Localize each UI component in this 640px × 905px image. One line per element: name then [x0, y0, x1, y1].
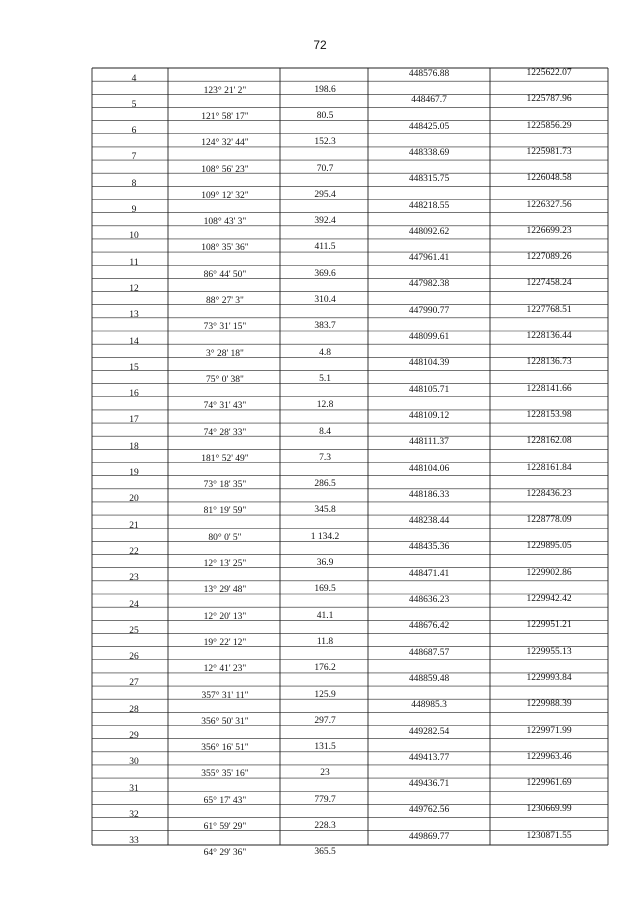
direction-angle-cell: 109° 12' 32": [201, 190, 249, 201]
point-number-cell: 16: [129, 389, 139, 400]
point-number-cell: 6: [131, 126, 137, 137]
point-number-cell: 9: [131, 205, 137, 215]
x-coordinate-cell: 448218.55: [408, 200, 450, 211]
distance-cell: 228.3: [314, 821, 336, 832]
x-coordinate-cell: 448238.44: [408, 516, 450, 527]
distance-cell: 392.4: [314, 216, 336, 227]
x-coordinate-cell: 448092.62: [408, 226, 450, 237]
direction-angle-cell: 73° 31' 15": [203, 322, 247, 333]
direction-angle-cell: 75° 0' 38": [206, 374, 244, 385]
x-coordinate-cell: 448104.06: [408, 463, 450, 474]
point-number-cell: 29: [129, 731, 139, 741]
direction-angle-cell: 80° 0' 5": [208, 532, 242, 543]
x-coordinate-cell: 449436.71: [408, 779, 450, 790]
y-coordinate-cell: 1228161.84: [526, 462, 572, 473]
y-coordinate-cell: 1228141.66: [526, 383, 572, 394]
y-coordinate-cell: 1229961.69: [526, 778, 572, 789]
direction-angle-cell: 356° 16' 51": [201, 743, 249, 754]
y-coordinate-cell: 1226699.23: [526, 225, 572, 236]
direction-angle-cell: 12° 41' 23": [203, 664, 247, 675]
distance-cell: 36.9: [316, 558, 334, 569]
y-coordinate-cell: 1228153.98: [526, 409, 572, 420]
point-number-cell: 19: [129, 468, 139, 478]
y-coordinate-cell: 1227089.26: [526, 252, 572, 263]
point-number-cell: 8: [131, 178, 137, 189]
direction-angle-cell: 61° 59' 29": [203, 822, 247, 833]
direction-angle-cell: 13° 29' 48": [203, 585, 247, 596]
y-coordinate-cell: 1228162.08: [526, 436, 572, 447]
direction-angle-cell: 64° 29' 36": [203, 848, 247, 859]
point-number-cell: 32: [129, 809, 139, 820]
x-coordinate-cell: 448687.57: [408, 647, 450, 658]
point-number-cell: 30: [129, 757, 139, 768]
x-coordinate-cell: 448111.37: [409, 437, 449, 448]
distance-cell: 1 134.2: [310, 531, 340, 542]
y-coordinate-cell: 1229942.42: [526, 594, 572, 604]
distance-cell: 411.5: [314, 242, 336, 253]
y-coordinate-cell: 1225856.29: [526, 120, 572, 131]
x-coordinate-cell: 447961.41: [408, 253, 450, 264]
direction-angle-cell: 88° 27' 3": [206, 296, 244, 307]
distance-cell: 11.8: [316, 636, 334, 647]
y-coordinate-cell: 1228136.44: [526, 331, 572, 341]
distance-cell: 286.5: [314, 479, 336, 490]
point-number-cell: 23: [129, 573, 139, 584]
x-coordinate-cell: 448315.75: [408, 174, 450, 185]
point-number-cell: 27: [129, 678, 139, 689]
distance-cell: 70.7: [316, 163, 334, 174]
point-number-cell: 15: [129, 362, 139, 373]
x-coordinate-cell: 448435.36: [408, 542, 450, 553]
x-coordinate-cell: 448576.88: [408, 69, 450, 79]
point-number-cell: 13: [129, 310, 139, 321]
x-coordinate-cell: 448471.41: [408, 568, 450, 579]
point-number-cell: 28: [129, 704, 139, 715]
y-coordinate-cell: 1229895.05: [526, 541, 572, 552]
x-coordinate-cell: 448859.48: [408, 673, 450, 684]
distance-cell: 345.8: [314, 505, 336, 516]
point-number-cell: 18: [129, 441, 139, 452]
direction-angle-cell: 12° 20' 13": [203, 611, 247, 622]
point-number-cell: 10: [129, 231, 139, 242]
distance-cell: 297.7: [314, 715, 336, 726]
direction-angle-cell: 3° 28' 18": [206, 348, 244, 359]
distance-cell: 310.4: [314, 295, 336, 306]
x-coordinate-cell: 448676.42: [408, 621, 450, 632]
x-coordinate-cell: 448099.61: [408, 332, 450, 342]
page-number: 72: [313, 38, 327, 52]
direction-angle-cell: 356° 50' 31": [201, 716, 249, 727]
distance-cell: 7.3: [319, 452, 331, 463]
point-number-cell: 25: [129, 625, 139, 636]
point-number-cell: 26: [129, 652, 139, 663]
distance-cell: 12.8: [316, 400, 334, 411]
y-coordinate-cell: 1229955.13: [526, 646, 572, 657]
direction-angle-cell: 86° 44' 50": [203, 269, 247, 280]
distance-cell: 23: [320, 768, 330, 779]
x-coordinate-cell: 448338.69: [408, 147, 450, 158]
x-coordinate-cell: 449413.77: [408, 752, 450, 763]
distance-cell: 198.6: [314, 84, 336, 95]
y-coordinate-cell: 1229993.84: [526, 672, 572, 683]
distance-cell: 131.5: [314, 742, 336, 753]
x-coordinate-cell: 447982.38: [408, 279, 450, 290]
y-coordinate-cell: 1228778.09: [526, 515, 572, 526]
y-coordinate-cell: 1229963.46: [526, 751, 572, 762]
distance-cell: 369.6: [314, 268, 336, 279]
x-coordinate-cell: 448109.12: [408, 410, 450, 421]
direction-angle-cell: 12° 13' 25": [203, 559, 247, 570]
point-number-cell: 5: [131, 99, 137, 110]
distance-cell: 779.7: [314, 794, 336, 805]
x-coordinate-cell: 449869.77: [408, 831, 450, 842]
x-coordinate-cell: 448985.3: [411, 700, 447, 711]
distance-cell: 295.4: [314, 189, 336, 200]
point-number-cell: 4: [131, 73, 137, 84]
direction-angle-cell: 121° 58' 17": [201, 111, 249, 122]
y-coordinate-cell: 1229902.86: [526, 567, 572, 578]
x-coordinate-cell: 449762.56: [408, 805, 450, 816]
y-coordinate-cell: 1230871.55: [526, 830, 572, 841]
y-coordinate-cell: 1228436.23: [526, 488, 572, 499]
distance-cell: 125.9: [314, 689, 336, 700]
direction-angle-cell: 73° 18' 35": [203, 480, 247, 491]
distance-cell: 41.1: [316, 610, 334, 621]
distance-cell: 169.5: [314, 584, 336, 595]
y-coordinate-cell: 1225981.73: [526, 146, 572, 157]
x-coordinate-cell: 448636.23: [408, 595, 450, 605]
distance-cell: 4.8: [319, 347, 331, 358]
distance-cell: 152.3: [314, 137, 336, 148]
point-number-cell: 21: [129, 520, 139, 531]
direction-angle-cell: 124° 32' 44": [201, 138, 249, 149]
y-coordinate-cell: 1229971.99: [526, 725, 572, 736]
point-number-cell: 22: [129, 546, 139, 557]
direction-angle-cell: 19° 22' 12": [203, 637, 247, 648]
x-coordinate-cell: 448105.71: [408, 384, 450, 395]
distance-cell: 80.5: [316, 110, 334, 121]
point-number-cell: 14: [129, 336, 139, 347]
point-number-cell: 17: [129, 415, 139, 426]
point-number-cell: 11: [129, 257, 139, 268]
x-coordinate-cell: 448425.05: [408, 121, 450, 132]
direction-angle-cell: 81° 19' 59": [203, 506, 247, 517]
y-coordinate-cell: 1230669.99: [526, 804, 572, 815]
point-number-cell: 33: [129, 836, 139, 847]
y-coordinate-cell: 1225622.07: [526, 68, 572, 78]
direction-angle-cell: 65° 17' 43": [203, 795, 247, 806]
x-coordinate-cell: 448186.33: [408, 489, 450, 500]
y-coordinate-cell: 1227458.24: [526, 278, 572, 289]
direction-angle-cell: 181° 52' 49": [201, 453, 249, 464]
y-coordinate-cell: 1226048.58: [526, 173, 572, 184]
x-coordinate-cell: 448467.7: [411, 95, 447, 106]
y-coordinate-cell: 1226327.56: [526, 199, 572, 210]
distance-cell: 176.2: [314, 663, 336, 674]
x-coordinate-cell: 447990.77: [408, 305, 450, 316]
point-number-cell: 24: [129, 599, 139, 610]
direction-angle-cell: 355° 35' 16": [201, 769, 249, 780]
distance-cell: 5.1: [319, 373, 331, 384]
direction-angle-cell: 108° 35' 36": [201, 243, 249, 254]
x-coordinate-cell: 449282.54: [408, 726, 450, 737]
distance-cell: 8.4: [319, 426, 331, 437]
y-coordinate-cell: 1228136.73: [526, 357, 572, 368]
direction-angle-cell: 74° 31' 43": [203, 401, 247, 412]
y-coordinate-cell: 1229988.39: [526, 699, 572, 710]
point-number-cell: 31: [129, 783, 139, 794]
y-coordinate-cell: 1229951.21: [526, 620, 572, 631]
x-coordinate-cell: 448104.39: [408, 358, 450, 369]
direction-angle-cell: 123° 21' 2": [203, 85, 247, 96]
y-coordinate-cell: 1227768.51: [526, 304, 572, 315]
point-number-cell: 7: [131, 152, 137, 163]
direction-angle-cell: 74° 28' 33": [203, 427, 247, 438]
distance-cell: 383.7: [314, 321, 336, 332]
direction-angle-cell: 108° 56' 23": [201, 164, 249, 175]
point-number-cell: 12: [129, 283, 139, 294]
direction-angle-cell: 357° 31' 11": [201, 690, 249, 701]
direction-angle-cell: 108° 43' 3": [203, 217, 247, 228]
distance-cell: 365.5: [314, 847, 336, 858]
point-number-cell: 20: [129, 494, 139, 505]
y-coordinate-cell: 1225787.96: [526, 94, 572, 105]
